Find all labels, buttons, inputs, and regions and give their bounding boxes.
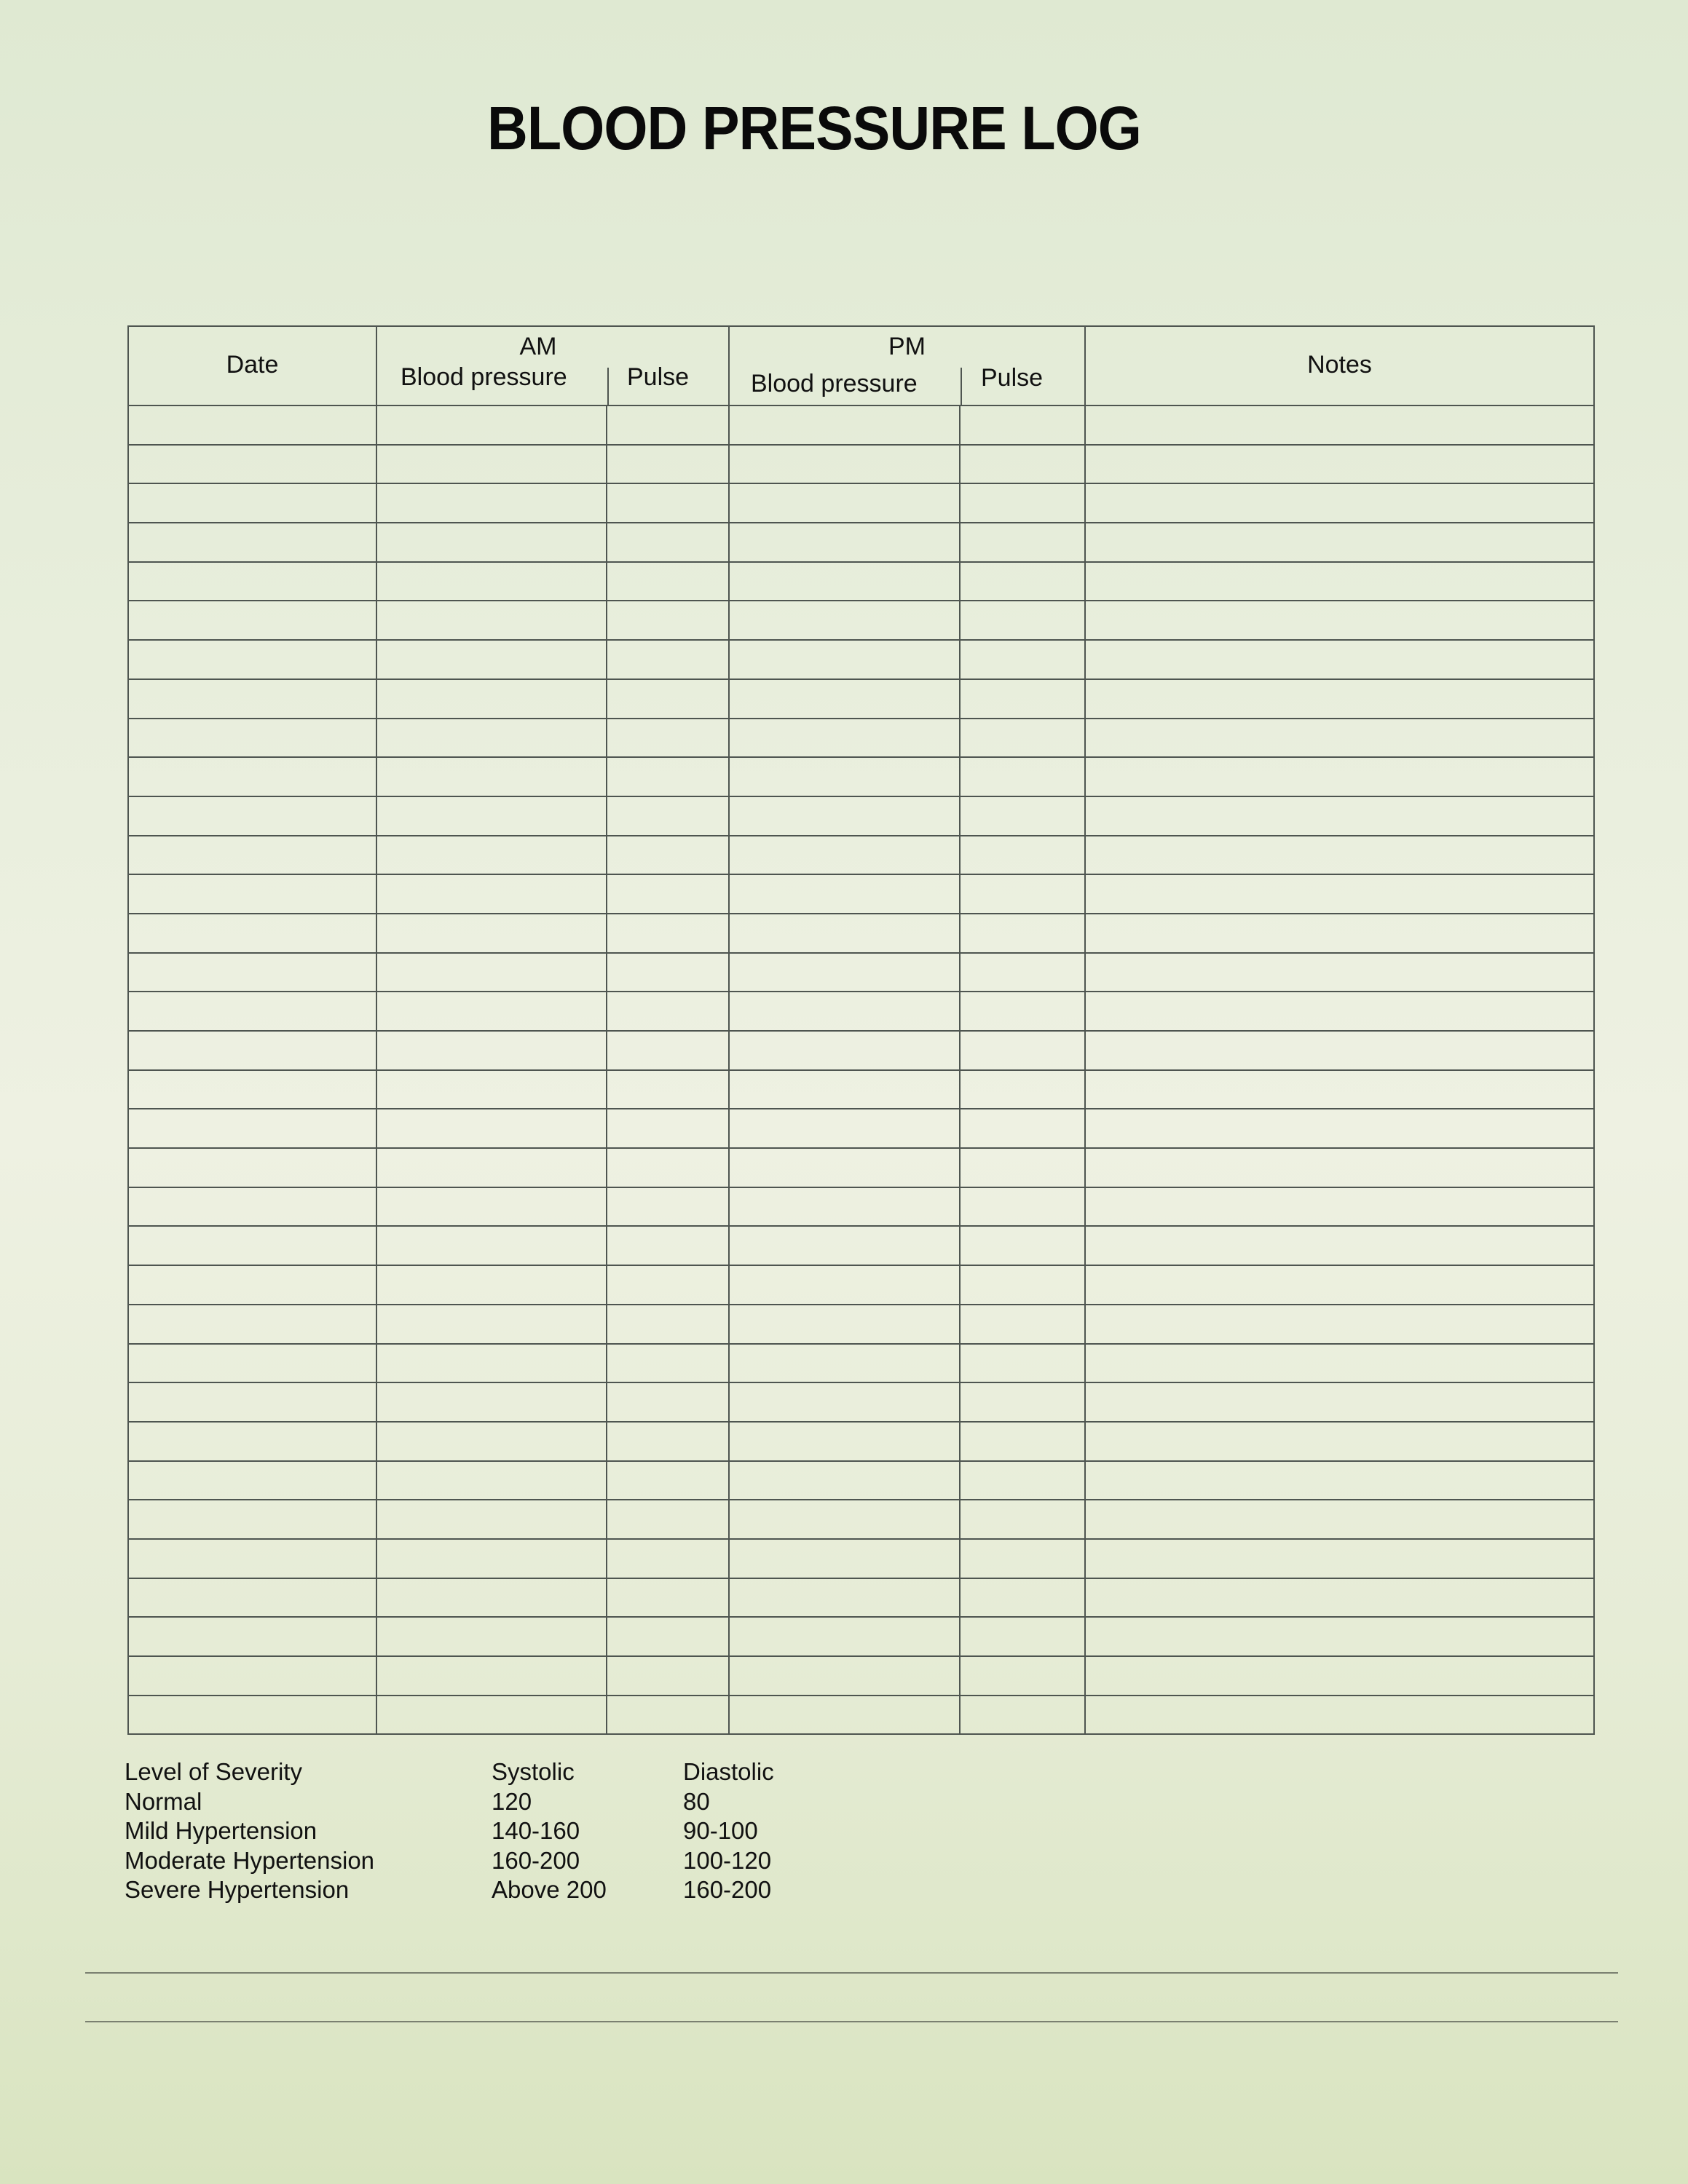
date-cell[interactable]	[128, 1265, 376, 1305]
signature-line-2	[85, 2021, 1618, 2022]
pm-blood-pressure-cell[interactable]	[729, 405, 960, 445]
severity-legend-header	[125, 1757, 829, 1787]
notes-cell[interactable]	[1085, 405, 1594, 445]
date-cell[interactable]	[128, 1422, 376, 1461]
table-row	[128, 405, 1594, 445]
date-cell[interactable]	[128, 601, 376, 640]
table-row	[128, 1617, 1594, 1656]
severity-legend	[125, 1757, 829, 1905]
table-row	[128, 1500, 1594, 1539]
am-pulse-cell[interactable]	[607, 601, 729, 640]
table-row	[128, 914, 1594, 953]
pm-pulse-cell[interactable]	[960, 1070, 1085, 1109]
table-row	[128, 1539, 1594, 1578]
table-row	[128, 523, 1594, 562]
table-row	[128, 1422, 1594, 1461]
pm-blood-pressure-cell[interactable]	[729, 1344, 960, 1383]
am-pulse-cell[interactable]	[607, 953, 729, 992]
date-cell[interactable]	[128, 1696, 376, 1735]
am-pulse-cell[interactable]	[607, 640, 729, 679]
pm-pulse-cell[interactable]	[960, 679, 1085, 719]
pm-blood-pressure-label: Blood pressure	[751, 370, 918, 397]
pm-pulse-cell[interactable]	[960, 1539, 1085, 1578]
am-pulse-cell[interactable]	[607, 445, 729, 484]
table-row	[128, 1187, 1594, 1227]
diastolic-header: Diastolic	[683, 1758, 774, 1785]
notes-cell[interactable]	[1085, 1422, 1594, 1461]
pm-blood-pressure-cell[interactable]	[729, 523, 960, 562]
date-cell[interactable]	[128, 796, 376, 836]
pm-pulse-cell[interactable]	[960, 1422, 1085, 1461]
am-pulse-cell[interactable]	[607, 1305, 729, 1344]
pm-pulse-label: Pulse	[981, 364, 1044, 392]
table-row	[128, 1226, 1594, 1265]
date-cell[interactable]	[128, 992, 376, 1031]
date-cell[interactable]	[128, 640, 376, 679]
notes-cell[interactable]	[1085, 562, 1594, 601]
notes-cell[interactable]	[1085, 445, 1594, 484]
severity-row: Mild Hypertension 140-160 90-100	[125, 1817, 758, 1844]
am-blood-pressure-cell[interactable]	[376, 836, 607, 875]
am-pulse-cell[interactable]	[607, 562, 729, 601]
table-row	[128, 1031, 1594, 1070]
date-cell[interactable]	[128, 1148, 376, 1187]
systolic-header: Systolic	[492, 1758, 575, 1785]
am-sub-divider	[607, 368, 609, 405]
table-row	[128, 719, 1594, 758]
pm-blood-pressure-cell[interactable]	[729, 1539, 960, 1578]
pm-blood-pressure-cell[interactable]	[729, 1031, 960, 1070]
am-pulse-cell[interactable]	[607, 874, 729, 914]
date-cell[interactable]	[128, 445, 376, 484]
severity-row: Severe Hypertension Above 200 160-200	[125, 1876, 772, 1903]
am-blood-pressure-cell[interactable]	[376, 1070, 607, 1109]
table-row	[128, 1461, 1594, 1500]
pm-pulse-cell[interactable]	[960, 874, 1085, 914]
notes-cell[interactable]	[1085, 874, 1594, 914]
pm-blood-pressure-cell[interactable]	[729, 914, 960, 953]
table-row	[128, 1109, 1594, 1148]
pm-pulse-cell[interactable]	[960, 1148, 1085, 1187]
am-blood-pressure-cell[interactable]	[376, 405, 607, 445]
notes-cell[interactable]	[1085, 1344, 1594, 1383]
am-pulse-cell[interactable]	[607, 836, 729, 875]
pm-blood-pressure-cell[interactable]	[729, 1578, 960, 1618]
pm-blood-pressure-cell[interactable]	[729, 1656, 960, 1696]
pm-pulse-cell[interactable]	[960, 405, 1085, 445]
am-blood-pressure-cell[interactable]	[376, 1265, 607, 1305]
pm-pulse-cell[interactable]	[960, 953, 1085, 992]
pm-pulse-cell[interactable]	[960, 1109, 1085, 1148]
notes-cell[interactable]	[1085, 796, 1594, 836]
pm-pulse-cell[interactable]	[960, 562, 1085, 601]
notes-header: Notes	[1085, 326, 1594, 405]
am-pulse-cell[interactable]	[607, 1382, 729, 1422]
am-blood-pressure-cell[interactable]	[376, 1305, 607, 1344]
am-blood-pressure-cell[interactable]	[376, 757, 607, 796]
am-blood-pressure-cell[interactable]	[376, 1344, 607, 1383]
date-cell[interactable]	[128, 1187, 376, 1227]
am-pulse-cell[interactable]	[607, 1696, 729, 1735]
date-cell[interactable]	[128, 405, 376, 445]
date-cell[interactable]	[128, 914, 376, 953]
am-blood-pressure-cell[interactable]	[376, 796, 607, 836]
am-blood-pressure-cell[interactable]	[376, 1539, 607, 1578]
table-row	[128, 562, 1594, 601]
pm-pulse-cell[interactable]	[960, 601, 1085, 640]
am-pulse-cell[interactable]	[607, 992, 729, 1031]
pm-pulse-cell[interactable]	[960, 1617, 1085, 1656]
table-row	[128, 483, 1594, 523]
date-cell[interactable]	[128, 874, 376, 914]
notes-cell[interactable]	[1085, 1305, 1594, 1344]
notes-cell[interactable]	[1085, 757, 1594, 796]
date-cell[interactable]	[128, 1305, 376, 1344]
pm-blood-pressure-cell[interactable]	[729, 640, 960, 679]
pm-blood-pressure-cell[interactable]	[729, 757, 960, 796]
am-blood-pressure-cell[interactable]	[376, 523, 607, 562]
date-cell[interactable]	[128, 679, 376, 719]
am-blood-pressure-cell[interactable]	[376, 1422, 607, 1461]
am-pulse-cell[interactable]	[607, 523, 729, 562]
notes-cell[interactable]	[1085, 992, 1594, 1031]
table-row	[128, 1148, 1594, 1187]
date-cell[interactable]	[128, 757, 376, 796]
pm-blood-pressure-cell[interactable]	[729, 1226, 960, 1265]
am-pulse-cell[interactable]	[607, 405, 729, 445]
table-row	[128, 796, 1594, 836]
pm-pulse-cell[interactable]	[960, 640, 1085, 679]
table-row	[128, 1578, 1594, 1618]
table-row	[128, 1344, 1594, 1383]
notes-cell[interactable]	[1085, 1461, 1594, 1500]
am-pulse-cell[interactable]	[607, 757, 729, 796]
date-cell[interactable]	[128, 1656, 376, 1696]
date-cell[interactable]	[128, 1382, 376, 1422]
pm-pulse-cell[interactable]	[960, 1226, 1085, 1265]
am-blood-pressure-cell[interactable]	[376, 874, 607, 914]
notes-cell[interactable]	[1085, 679, 1594, 719]
table-row	[128, 992, 1594, 1031]
date-cell[interactable]	[128, 953, 376, 992]
notes-cell[interactable]	[1085, 1578, 1594, 1618]
table-row	[128, 640, 1594, 679]
am-label: AM	[519, 333, 557, 360]
pm-pulse-cell[interactable]	[960, 1382, 1085, 1422]
notes-cell[interactable]	[1085, 1226, 1594, 1265]
date-cell[interactable]	[128, 523, 376, 562]
am-pulse-cell[interactable]	[607, 1226, 729, 1265]
pm-pulse-cell[interactable]	[960, 1696, 1085, 1735]
pm-blood-pressure-cell[interactable]	[729, 1500, 960, 1539]
am-pulse-cell[interactable]	[607, 1109, 729, 1148]
date-cell[interactable]	[128, 1539, 376, 1578]
am-pulse-cell[interactable]	[607, 1656, 729, 1696]
date-cell[interactable]	[128, 1500, 376, 1539]
notes-cell[interactable]	[1085, 1148, 1594, 1187]
am-pulse-cell[interactable]	[607, 1617, 729, 1656]
notes-cell[interactable]	[1085, 719, 1594, 758]
am-pulse-cell[interactable]	[607, 679, 729, 719]
date-cell[interactable]	[128, 836, 376, 875]
am-blood-pressure-cell[interactable]	[376, 914, 607, 953]
am-pulse-cell[interactable]	[607, 1461, 729, 1500]
notes-cell[interactable]	[1085, 1617, 1594, 1656]
pm-pulse-cell[interactable]	[960, 1656, 1085, 1696]
pm-pulse-cell[interactable]	[960, 1344, 1085, 1383]
am-blood-pressure-cell[interactable]	[376, 1031, 607, 1070]
pm-blood-pressure-cell[interactable]	[729, 562, 960, 601]
date-cell[interactable]	[128, 719, 376, 758]
pm-blood-pressure-cell[interactable]	[729, 953, 960, 992]
table-row	[128, 1382, 1594, 1422]
pm-blood-pressure-cell[interactable]	[729, 679, 960, 719]
page-title: BLOOD PRESSURE LOG	[486, 94, 1142, 162]
am-blood-pressure-cell[interactable]	[376, 1656, 607, 1696]
am-header	[376, 326, 729, 405]
severity-level-header: Level of Severity	[125, 1758, 302, 1785]
am-blood-pressure-cell[interactable]	[376, 679, 607, 719]
am-blood-pressure-cell[interactable]	[376, 1187, 607, 1227]
date-cell[interactable]	[128, 1344, 376, 1383]
pm-pulse-cell[interactable]	[960, 719, 1085, 758]
notes-cell[interactable]	[1085, 1265, 1594, 1305]
am-pulse-cell[interactable]	[607, 1148, 729, 1187]
notes-cell[interactable]	[1085, 1031, 1594, 1070]
am-blood-pressure-cell[interactable]	[376, 1109, 607, 1148]
table-row	[128, 1265, 1594, 1305]
notes-cell[interactable]	[1085, 483, 1594, 523]
date-cell[interactable]	[128, 562, 376, 601]
pm-blood-pressure-cell[interactable]	[729, 1070, 960, 1109]
pm-blood-pressure-cell[interactable]	[729, 1305, 960, 1344]
date-cell[interactable]	[128, 1461, 376, 1500]
am-blood-pressure-cell[interactable]	[376, 1226, 607, 1265]
am-pulse-cell[interactable]	[607, 1187, 729, 1227]
pm-pulse-cell[interactable]	[960, 796, 1085, 836]
am-pulse-cell[interactable]	[607, 914, 729, 953]
pm-blood-pressure-cell[interactable]	[729, 719, 960, 758]
table-header-row	[128, 326, 1594, 405]
am-pulse-cell[interactable]	[607, 1265, 729, 1305]
pm-blood-pressure-cell[interactable]	[729, 1109, 960, 1148]
date-cell[interactable]	[128, 1070, 376, 1109]
notes-cell[interactable]	[1085, 1109, 1594, 1148]
pm-blood-pressure-cell[interactable]	[729, 1148, 960, 1187]
am-blood-pressure-cell[interactable]	[376, 640, 607, 679]
am-blood-pressure-cell[interactable]	[376, 1461, 607, 1500]
pm-pulse-cell[interactable]	[960, 1461, 1085, 1500]
table-row	[128, 445, 1594, 484]
notes-cell[interactable]	[1085, 601, 1594, 640]
blood-pressure-log-table	[127, 325, 1595, 1735]
notes-cell[interactable]	[1085, 836, 1594, 875]
am-blood-pressure-cell[interactable]	[376, 1617, 607, 1656]
pm-blood-pressure-cell[interactable]	[729, 1696, 960, 1735]
table-row	[128, 1070, 1594, 1109]
date-header: Date	[128, 326, 376, 405]
pm-pulse-cell[interactable]	[960, 1578, 1085, 1618]
pm-pulse-cell[interactable]	[960, 523, 1085, 562]
pm-blood-pressure-cell[interactable]	[729, 483, 960, 523]
pm-pulse-cell[interactable]	[960, 757, 1085, 796]
am-pulse-cell[interactable]	[607, 1539, 729, 1578]
table-row	[128, 874, 1594, 914]
am-blood-pressure-cell[interactable]	[376, 1500, 607, 1539]
notes-cell[interactable]	[1085, 1500, 1594, 1539]
am-pulse-label: Pulse	[627, 363, 690, 391]
am-pulse-cell[interactable]	[607, 1422, 729, 1461]
pm-blood-pressure-cell[interactable]	[729, 1422, 960, 1461]
am-blood-pressure-cell[interactable]	[376, 719, 607, 758]
pm-blood-pressure-cell[interactable]	[729, 1617, 960, 1656]
signature-line-1	[85, 1972, 1618, 1974]
am-pulse-cell[interactable]	[607, 1578, 729, 1618]
am-blood-pressure-cell[interactable]	[376, 445, 607, 484]
pm-pulse-cell[interactable]	[960, 1187, 1085, 1227]
notes-cell[interactable]	[1085, 523, 1594, 562]
table-row	[128, 1656, 1594, 1696]
date-cell[interactable]	[128, 483, 376, 523]
severity-row: Moderate Hypertension 160-200 100-120	[125, 1846, 772, 1874]
date-cell[interactable]	[128, 1617, 376, 1656]
pm-label: PM	[888, 333, 926, 360]
pm-blood-pressure-cell[interactable]	[729, 836, 960, 875]
pm-header	[729, 326, 1085, 405]
am-pulse-cell[interactable]	[607, 719, 729, 758]
pm-pulse-cell[interactable]	[960, 483, 1085, 523]
pm-blood-pressure-cell[interactable]	[729, 796, 960, 836]
am-pulse-cell[interactable]	[607, 1500, 729, 1539]
table-row	[128, 953, 1594, 992]
am-blood-pressure-cell[interactable]	[376, 562, 607, 601]
notes-cell[interactable]	[1085, 640, 1594, 679]
am-blood-pressure-cell[interactable]	[376, 601, 607, 640]
am-blood-pressure-cell[interactable]	[376, 953, 607, 992]
am-blood-pressure-cell[interactable]	[376, 1148, 607, 1187]
date-cell[interactable]	[128, 1109, 376, 1148]
pm-blood-pressure-cell[interactable]	[729, 874, 960, 914]
am-blood-pressure-label: Blood pressure	[401, 363, 567, 391]
pm-pulse-cell[interactable]	[960, 1031, 1085, 1070]
date-cell[interactable]	[128, 1031, 376, 1070]
pm-pulse-cell[interactable]	[960, 1500, 1085, 1539]
pm-pulse-cell[interactable]	[960, 992, 1085, 1031]
notes-cell[interactable]	[1085, 914, 1594, 953]
pm-pulse-cell[interactable]	[960, 914, 1085, 953]
notes-cell[interactable]	[1085, 1539, 1594, 1578]
notes-cell[interactable]	[1085, 1696, 1594, 1735]
am-blood-pressure-cell[interactable]	[376, 483, 607, 523]
table-row	[128, 836, 1594, 875]
pm-sub-divider	[961, 368, 962, 405]
am-blood-pressure-cell[interactable]	[376, 1696, 607, 1735]
pm-pulse-cell[interactable]	[960, 1305, 1085, 1344]
table-row	[128, 1305, 1594, 1344]
am-blood-pressure-cell[interactable]	[376, 1382, 607, 1422]
am-pulse-cell[interactable]	[607, 796, 729, 836]
am-blood-pressure-cell[interactable]	[376, 1578, 607, 1618]
pm-blood-pressure-cell[interactable]	[729, 1382, 960, 1422]
table-row	[128, 601, 1594, 640]
am-pulse-cell[interactable]	[607, 483, 729, 523]
pm-blood-pressure-cell[interactable]	[729, 1461, 960, 1500]
notes-cell[interactable]	[1085, 953, 1594, 992]
notes-cell[interactable]	[1085, 1656, 1594, 1696]
date-cell[interactable]	[128, 1578, 376, 1618]
pm-blood-pressure-cell[interactable]	[729, 1187, 960, 1227]
am-pulse-cell[interactable]	[607, 1344, 729, 1383]
pm-pulse-cell[interactable]	[960, 836, 1085, 875]
pm-blood-pressure-cell[interactable]	[729, 601, 960, 640]
table-row	[128, 757, 1594, 796]
am-blood-pressure-cell[interactable]	[376, 992, 607, 1031]
pm-pulse-cell[interactable]	[960, 1265, 1085, 1305]
notes-cell[interactable]	[1085, 1187, 1594, 1227]
severity-row: Normal 120 80	[125, 1787, 710, 1815]
pm-pulse-cell[interactable]	[960, 445, 1085, 484]
pm-blood-pressure-cell[interactable]	[729, 1265, 960, 1305]
date-cell[interactable]	[128, 1226, 376, 1265]
table-row	[128, 679, 1594, 719]
log-table-body	[128, 405, 1594, 1734]
table-row	[128, 1696, 1594, 1735]
am-pulse-cell[interactable]	[607, 1031, 729, 1070]
pm-blood-pressure-cell[interactable]	[729, 445, 960, 484]
am-pulse-cell[interactable]	[607, 1070, 729, 1109]
notes-cell[interactable]	[1085, 1382, 1594, 1422]
pm-blood-pressure-cell[interactable]	[729, 992, 960, 1031]
notes-cell[interactable]	[1085, 1070, 1594, 1109]
